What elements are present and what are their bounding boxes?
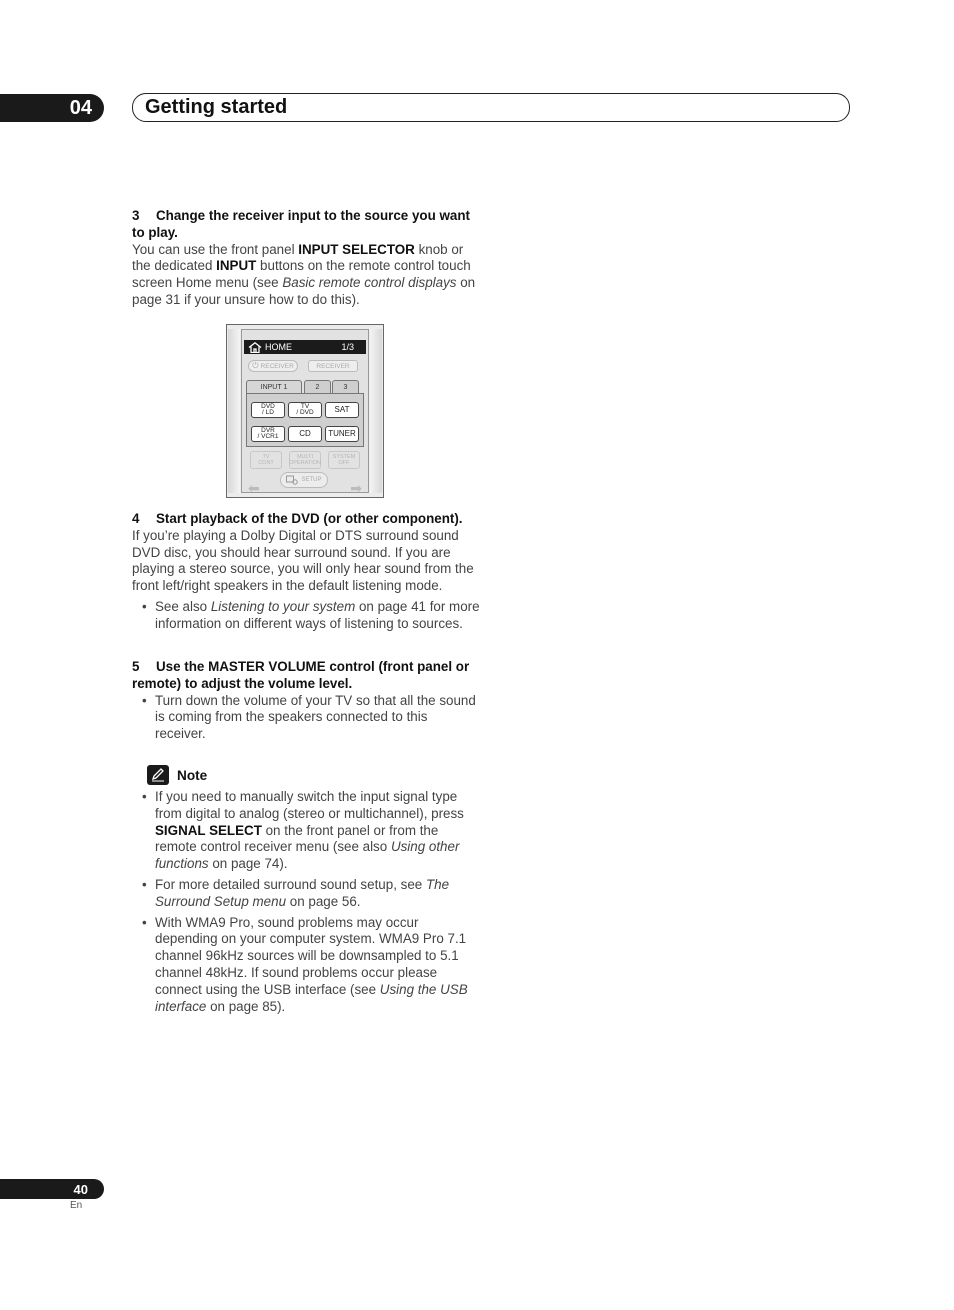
page-language: En (70, 1200, 83, 1211)
setup-icon (286, 475, 298, 485)
tab-input-1[interactable] (246, 380, 302, 394)
cd-button[interactable]: CD (288, 426, 322, 442)
sat-button[interactable]: SAT (325, 402, 359, 418)
home-icon (248, 342, 262, 353)
signal-select-term: SIGNAL SELECT (155, 822, 262, 838)
home-bar (244, 340, 366, 354)
home-label: HOME (265, 342, 292, 352)
chapter-number-tab (0, 94, 104, 122)
arrow-right-icon[interactable]: ➡ (350, 480, 362, 496)
pencil-note-icon (147, 765, 169, 785)
receiver-power-label: RECEIVER (260, 362, 294, 370)
text: on page 74). (208, 856, 288, 872)
chapter-title-box (132, 93, 850, 122)
dvd-ld-button[interactable]: DVD / LD (251, 402, 285, 418)
step-3-heading (132, 208, 480, 242)
step-5-bullet: • Turn down the volume of your TV so that all the sound is coming from the speakers connected to this receiver. (132, 693, 480, 743)
text: on page 31 if your unsure how to do this). (132, 275, 476, 307)
chapter-number: 04 (69, 96, 92, 119)
step-5-number: 5 (132, 659, 140, 674)
step-4-body: If you’re playing a Dolby Digital or DTS surround sound DVD disc, you should hear surround sound. If you are playing a stereo source, you will only hear sound from the front left/right speakers in the default listening mode. (132, 527, 474, 594)
text: See also (155, 598, 211, 614)
tuner-button[interactable]: TUNER (325, 426, 359, 442)
reference-basic-remote: Basic remote control displays (282, 275, 457, 291)
tv-cont-button[interactable]: TV CONT (250, 451, 282, 469)
remote-illustration (226, 324, 384, 498)
tab-input-3[interactable] (332, 380, 359, 394)
step-3-number: 3 (132, 208, 140, 223)
arrow-left-icon[interactable]: ⬅ (248, 480, 260, 496)
multi-operation-button[interactable]: MULTI OPERATION (289, 451, 321, 469)
receiver-menu-label: RECEIVER (316, 362, 350, 370)
setup-label: SETUP (301, 477, 322, 483)
text: on page 41 for more information on different ways of listening to sources. (155, 598, 480, 631)
reference-listening: Listening to your system (210, 598, 356, 614)
input-term: INPUT (216, 258, 257, 274)
text: If you need to manually switch the input signal type from digital to analog (stereo or multichannel), press (155, 789, 464, 821)
text: You can use the front panel (132, 241, 299, 257)
step-4-number: 4 (132, 511, 140, 526)
step-4-bullet (132, 599, 480, 633)
remote-side-left (228, 329, 240, 493)
reference-usb-interface: Using the USB interface (155, 981, 468, 1014)
page-number: 40 (73, 1181, 88, 1197)
reference-surround-setup: The Surround Setup menu (155, 876, 450, 909)
page-indicator: 1/3 (341, 342, 354, 352)
input-tabs (246, 380, 364, 394)
tab-label: 3 (343, 384, 348, 391)
text: on page 85). (206, 998, 286, 1014)
text: For more detailed surround sound setup, see (155, 876, 426, 892)
receiver-power-button[interactable] (248, 360, 298, 372)
step-3-body (132, 242, 480, 309)
chapter-title: Getting started (145, 96, 288, 118)
text: on page 56. (286, 893, 361, 909)
power-icon: ⏻ (252, 361, 259, 370)
step-4-heading-text: Start playback of the DVD (or other component). (156, 511, 463, 526)
home-title (248, 342, 292, 353)
note-bullet-1 (132, 789, 480, 873)
step-3 (132, 208, 480, 309)
text: With WMA9 Pro, sound problems may occur depending on your computer system. WMA9 Pro 7.1 channel 96kHz sources will be downsampled to 5.1 channel 48kHz. If sound problems occur please connect using the USB interface (see (155, 914, 467, 997)
tv-dvd-button[interactable]: TV / DVD (288, 402, 322, 418)
step-5-heading-text: Use the MASTER VOLUME control (front panel or remote) to adjust the volume level. (132, 659, 470, 691)
remote-side-right (370, 329, 382, 493)
tab-label: INPUT 1 (260, 384, 288, 391)
note-bullet-3 (132, 915, 480, 1016)
text: on the front panel or from the remote control receiver menu (see also (155, 822, 439, 855)
input-button-panel (246, 393, 364, 447)
note-header (147, 765, 207, 785)
setup-button[interactable] (280, 472, 328, 488)
step-5 (132, 659, 480, 743)
page-number-tab (0, 1179, 104, 1199)
receiver-menu-button[interactable] (308, 360, 358, 372)
input-selector-term: INPUT SELECTOR (298, 241, 415, 257)
step-4 (132, 511, 480, 633)
dvr-vcr1-button[interactable]: DVR / VCR1 (251, 426, 285, 442)
tab-label: 2 (315, 384, 320, 391)
step-4-heading (132, 511, 480, 528)
text: knob or the dedicated (132, 241, 464, 274)
step-5-heading (132, 659, 480, 693)
note-title: Note (177, 767, 208, 783)
remote-screen (241, 329, 369, 496)
note-bullet-2 (132, 877, 480, 911)
step-3-heading-text: Change the receiver input to the source you want to play. (132, 208, 470, 240)
note-list (132, 789, 480, 1015)
system-off-button[interactable]: SYSTEM OFF (328, 451, 360, 469)
tab-input-2[interactable] (304, 380, 331, 394)
text: buttons on the remote control touch screen Home menu (see (132, 258, 471, 291)
reference-other-functions: Using other functions (155, 839, 460, 872)
